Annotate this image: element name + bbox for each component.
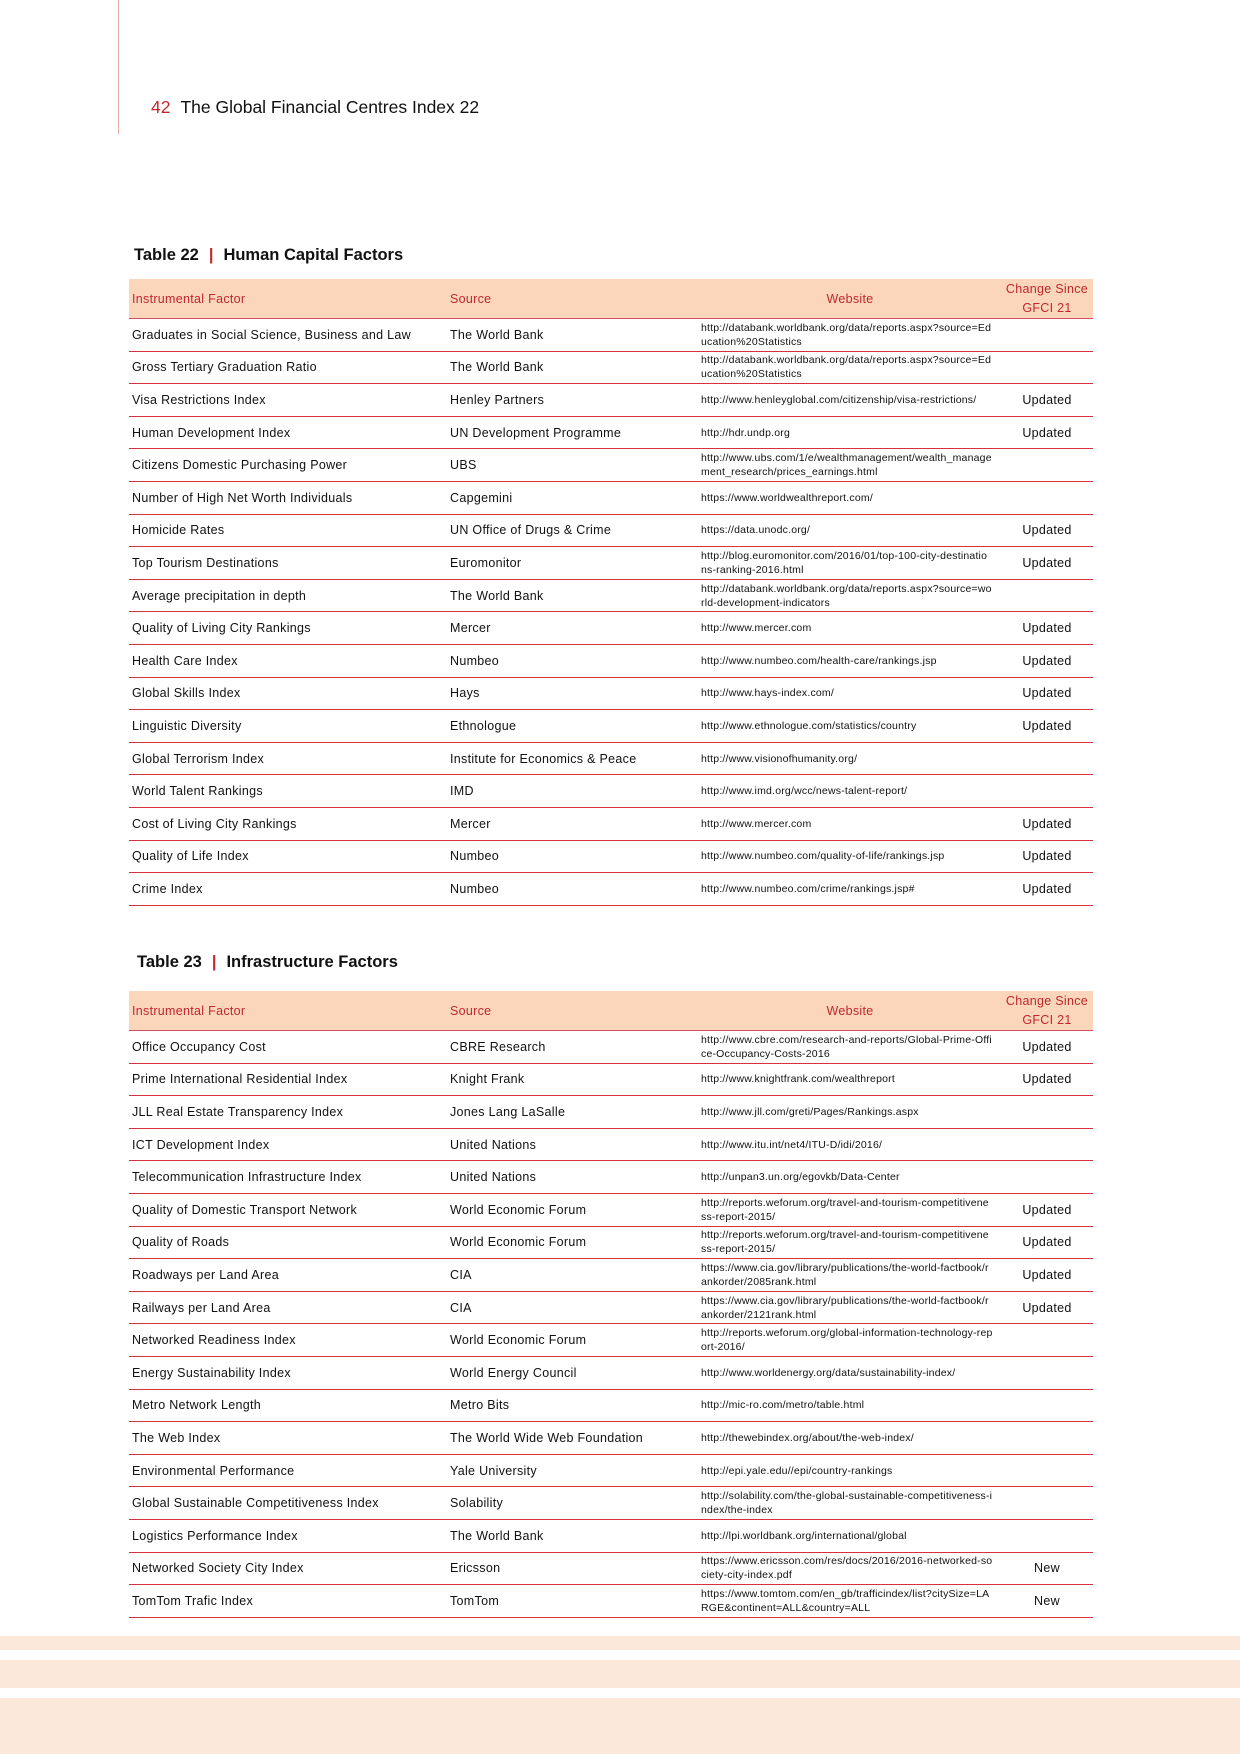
column-header-source: Source [447,279,699,319]
change-status-cell [1001,449,1093,482]
website-link[interactable]: http://www.itu.int/net4/ITU-D/idi/2016/ [699,1128,1001,1161]
table-23-number: Table 23 [137,953,202,971]
footer-stripe [0,1636,1240,1650]
factor-cell: Visa Restrictions Index [129,384,447,417]
website-link[interactable]: http://www.knightfrank.com/wealthreport [699,1063,1001,1096]
factor-cell: Railways per Land Area [129,1291,447,1324]
column-header-change: Change Since GFCI 21 [1001,279,1093,319]
change-status-cell [1001,1422,1093,1455]
change-status-cell [1001,579,1093,612]
website-link[interactable]: http://reports.weforum.org/travel-and-tourism-competitiveness-report-2015/ [699,1193,1001,1226]
source-cell: IMD [447,775,699,808]
source-cell: Henley Partners [447,384,699,417]
factor-cell: Gross Tertiary Graduation Ratio [129,351,447,384]
table-23-title [137,953,398,972]
table-row [129,1552,1093,1585]
source-cell: The World Bank [447,579,699,612]
infrastructure-factors-body [129,1031,1093,1618]
table-row [129,579,1093,612]
website-link[interactable]: http://lpi.worldbank.org/international/global [699,1519,1001,1552]
change-status-cell [1001,1454,1093,1487]
source-cell: World Economic Forum [447,1226,699,1259]
factor-cell: The Web Index [129,1422,447,1455]
change-status-cell [1001,481,1093,514]
source-cell: UBS [447,449,699,482]
source-cell: Jones Lang LaSalle [447,1096,699,1129]
change-status-cell [1001,775,1093,808]
change-status-cell: Updated [1001,710,1093,743]
change-status-cell: Updated [1001,644,1093,677]
factor-cell: TomTom Trafic Index [129,1585,447,1618]
website-link[interactable]: https://data.unodc.org/ [699,514,1001,547]
factor-cell: Roadways per Land Area [129,1259,447,1292]
change-status-cell: New [1001,1552,1093,1585]
factor-cell: Telecommunication Infrastructure Index [129,1161,447,1194]
change-status-cell: Updated [1001,807,1093,840]
source-cell: Institute for Economics & Peace [447,742,699,775]
table-row [129,710,1093,743]
factor-cell: Linguistic Diversity [129,710,447,743]
source-cell: Metro Bits [447,1389,699,1422]
change-status-cell [1001,742,1093,775]
website-link[interactable]: https://www.tomtom.com/en_gb/trafficindex/list?citySize=LARGE&continent=ALL&country=ALL [699,1585,1001,1618]
table-header-row [129,991,1093,1031]
factor-cell: Citizens Domestic Purchasing Power [129,449,447,482]
change-status-cell [1001,1389,1093,1422]
source-cell: Knight Frank [447,1063,699,1096]
source-cell: CIA [447,1259,699,1292]
website-link[interactable]: http://www.hays-index.com/ [699,677,1001,710]
table-row [129,807,1093,840]
table-row [129,1291,1093,1324]
website-link[interactable]: http://www.henleyglobal.com/citizenship/visa-restrictions/ [699,384,1001,417]
change-status-cell: Updated [1001,840,1093,873]
website-link[interactable]: http://databank.worldbank.org/data/reports.aspx?source=world-development-indicators [699,579,1001,612]
factor-cell: Networked Society City Index [129,1552,447,1585]
change-status-cell: Updated [1001,677,1093,710]
table-row [129,644,1093,677]
table-row [129,873,1093,906]
table-row [129,742,1093,775]
change-status-cell: Updated [1001,1063,1093,1096]
title-separator: | [208,246,214,264]
factor-cell: Logistics Performance Index [129,1519,447,1552]
source-cell: UN Development Programme [447,416,699,449]
table-row [129,1324,1093,1357]
website-link[interactable]: http://www.numbeo.com/crime/rankings.jsp# [699,873,1001,906]
factor-cell: Quality of Roads [129,1226,447,1259]
factor-cell: Global Skills Index [129,677,447,710]
change-status-cell [1001,1324,1093,1357]
table-row [129,1063,1093,1096]
change-status-cell [1001,1096,1093,1129]
human-capital-factors-body [129,319,1093,906]
website-link[interactable]: http://www.jll.com/greti/Pages/Rankings.aspx [699,1096,1001,1129]
table-22-title [134,246,403,265]
factor-cell: Number of High Net Worth Individuals [129,481,447,514]
website-link[interactable]: http://mic-ro.com/metro/table.html [699,1389,1001,1422]
change-status-cell: Updated [1001,1193,1093,1226]
table-row [129,1161,1093,1194]
website-link[interactable]: http://reports.weforum.org/travel-and-tourism-competitiveness-report-2015/ [699,1226,1001,1259]
website-link[interactable]: http://www.ubs.com/1/e/wealthmanagement/wealth_management_research/prices_earnings.html [699,449,1001,482]
factor-cell: Metro Network Length [129,1389,447,1422]
source-cell: Euromonitor [447,547,699,580]
footer-stripe [0,1698,1240,1754]
table-row [129,1454,1093,1487]
change-status-cell: New [1001,1585,1093,1618]
change-status-cell: Updated [1001,416,1093,449]
table-22-heading: Human Capital Factors [223,246,404,264]
factor-cell: JLL Real Estate Transparency Index [129,1096,447,1129]
source-cell: United Nations [447,1128,699,1161]
website-link[interactable]: http://blog.euromonitor.com/2016/01/top-100-city-destinations-ranking-2016.html [699,547,1001,580]
column-header-source: Source [447,991,699,1031]
column-header-factor: Instrumental Factor [129,279,447,319]
column-header-factor: Instrumental Factor [129,991,447,1031]
change-status-cell [1001,1356,1093,1389]
table-row [129,1585,1093,1618]
table-row [129,1128,1093,1161]
website-link[interactable]: http://databank.worldbank.org/data/reports.aspx?source=Education%20Statistics [699,319,1001,352]
change-status-cell [1001,1128,1093,1161]
website-link[interactable]: http://www.cbre.com/research-and-reports/Global-Prime-Office-Occupancy-Costs-2016 [699,1031,1001,1064]
website-link[interactable]: http://www.ethnologue.com/statistics/country [699,710,1001,743]
table-row [129,612,1093,645]
factor-cell: Cost of Living City Rankings [129,807,447,840]
source-cell: The World Bank [447,351,699,384]
factor-cell: Top Tourism Destinations [129,547,447,580]
change-status-cell: Updated [1001,1226,1093,1259]
source-cell: Numbeo [447,873,699,906]
table-row [129,1389,1093,1422]
source-cell: TomTom [447,1585,699,1618]
table-row [129,1031,1093,1064]
website-link[interactable]: http://www.mercer.com [699,612,1001,645]
factor-cell: Quality of Life Index [129,840,447,873]
factor-cell: ICT Development Index [129,1128,447,1161]
source-cell: Numbeo [447,840,699,873]
source-cell: Ericsson [447,1552,699,1585]
website-link[interactable]: https://www.cia.gov/library/publications/the-world-factbook/rankorder/2121rank.html [699,1291,1001,1324]
change-status-cell [1001,319,1093,352]
factor-cell: World Talent Rankings [129,775,447,808]
source-cell: World Economic Forum [447,1193,699,1226]
source-cell: The World Bank [447,319,699,352]
source-cell: Mercer [447,612,699,645]
source-cell: Numbeo [447,644,699,677]
table-row [129,1226,1093,1259]
table-row [129,1487,1093,1520]
source-cell: World Energy Council [447,1356,699,1389]
column-header-website: Website [699,991,1001,1031]
factor-cell: Global Terrorism Index [129,742,447,775]
change-status-cell: Updated [1001,873,1093,906]
website-link[interactable]: http://www.imd.org/wcc/news-talent-report/ [699,775,1001,808]
page-header [151,97,479,118]
table-row [129,677,1093,710]
website-link[interactable]: http://www.numbeo.com/quality-of-life/rankings.jsp [699,840,1001,873]
source-cell: CIA [447,1291,699,1324]
page-number: 42 [151,97,171,117]
website-link[interactable]: http://www.visionofhumanity.org/ [699,742,1001,775]
change-status-cell: Updated [1001,1259,1093,1292]
factor-cell: Office Occupancy Cost [129,1031,447,1064]
website-link[interactable]: http://hdr.undp.org [699,416,1001,449]
website-link[interactable]: http://www.worldenergy.org/data/sustainability-index/ [699,1356,1001,1389]
change-status-cell [1001,1161,1093,1194]
table-row [129,1356,1093,1389]
change-status-cell: Updated [1001,612,1093,645]
website-link[interactable]: https://www.cia.gov/library/publications/the-world-factbook/rankorder/2085rank.html [699,1259,1001,1292]
change-status-cell [1001,351,1093,384]
source-cell: Ethnologue [447,710,699,743]
table-row [129,1096,1093,1129]
factor-cell: Homicide Rates [129,514,447,547]
change-status-cell: Updated [1001,1031,1093,1064]
source-cell: United Nations [447,1161,699,1194]
table-row [129,1519,1093,1552]
website-link[interactable]: http://www.numbeo.com/health-care/rankings.jsp [699,644,1001,677]
source-cell: UN Office of Drugs & Crime [447,514,699,547]
table-22-number: Table 22 [134,246,199,264]
website-link[interactable]: http://solability.com/the-global-sustainable-competitiveness-index/the-index [699,1487,1001,1520]
column-header-change: Change Since GFCI 21 [1001,991,1093,1031]
factor-cell: Environmental Performance [129,1454,447,1487]
table-row [129,547,1093,580]
table-row [129,514,1093,547]
table-row [129,416,1093,449]
table-header-row [129,279,1093,319]
change-status-cell: Updated [1001,514,1093,547]
factor-cell: Networked Readiness Index [129,1324,447,1357]
website-link[interactable]: http://www.mercer.com [699,807,1001,840]
source-cell: The World Bank [447,1519,699,1552]
factor-cell: Energy Sustainability Index [129,1356,447,1389]
website-link[interactable]: http://reports.weforum.org/global-information-technology-report-2016/ [699,1324,1001,1357]
change-status-cell: Updated [1001,1291,1093,1324]
infrastructure-factors-table [129,991,1093,1618]
factor-cell: Crime Index [129,873,447,906]
table-row [129,1193,1093,1226]
website-link[interactable]: http://unpan3.un.org/egovkb/Data-Center [699,1161,1001,1194]
factor-cell: Health Care Index [129,644,447,677]
table-row [129,481,1093,514]
source-cell: The World Wide Web Foundation [447,1422,699,1455]
source-cell: Mercer [447,807,699,840]
source-cell: Capgemini [447,481,699,514]
human-capital-factors-table [129,279,1093,906]
table-row [129,1422,1093,1455]
table-row [129,449,1093,482]
table-row [129,1259,1093,1292]
column-header-website: Website [699,279,1001,319]
source-cell: Hays [447,677,699,710]
page-margin-rule [118,0,119,134]
website-link[interactable]: http://databank.worldbank.org/data/reports.aspx?source=Education%20Statistics [699,351,1001,384]
factor-cell: Average precipitation in depth [129,579,447,612]
table-23-heading: Infrastructure Factors [226,953,398,971]
table-row [129,775,1093,808]
factor-cell: Quality of Domestic Transport Network [129,1193,447,1226]
table-row [129,384,1093,417]
website-link[interactable]: http://thewebindex.org/about/the-web-index/ [699,1422,1001,1455]
factor-cell: Graduates in Social Science, Business and Law [129,319,447,352]
change-status-cell: Updated [1001,547,1093,580]
table-row [129,351,1093,384]
factor-cell: Human Development Index [129,416,447,449]
change-status-cell [1001,1519,1093,1552]
table-row [129,319,1093,352]
source-cell: Yale University [447,1454,699,1487]
table-row [129,840,1093,873]
source-cell: Solability [447,1487,699,1520]
website-link[interactable]: https://www.worldwealthreport.com/ [699,481,1001,514]
footer-stripe [0,1660,1240,1688]
title-separator: | [211,953,217,971]
factor-cell: Global Sustainable Competitiveness Index [129,1487,447,1520]
factor-cell: Prime International Residential Index [129,1063,447,1096]
website-link[interactable]: http://epi.yale.edu//epi/country-rankings [699,1454,1001,1487]
website-link[interactable]: https://www.ericsson.com/res/docs/2016/2016-networked-society-city-index.pdf [699,1552,1001,1585]
source-cell: World Economic Forum [447,1324,699,1357]
change-status-cell [1001,1487,1093,1520]
source-cell: CBRE Research [447,1031,699,1064]
change-status-cell: Updated [1001,384,1093,417]
factor-cell: Quality of Living City Rankings [129,612,447,645]
document-title: The Global Financial Centres Index 22 [180,97,480,117]
